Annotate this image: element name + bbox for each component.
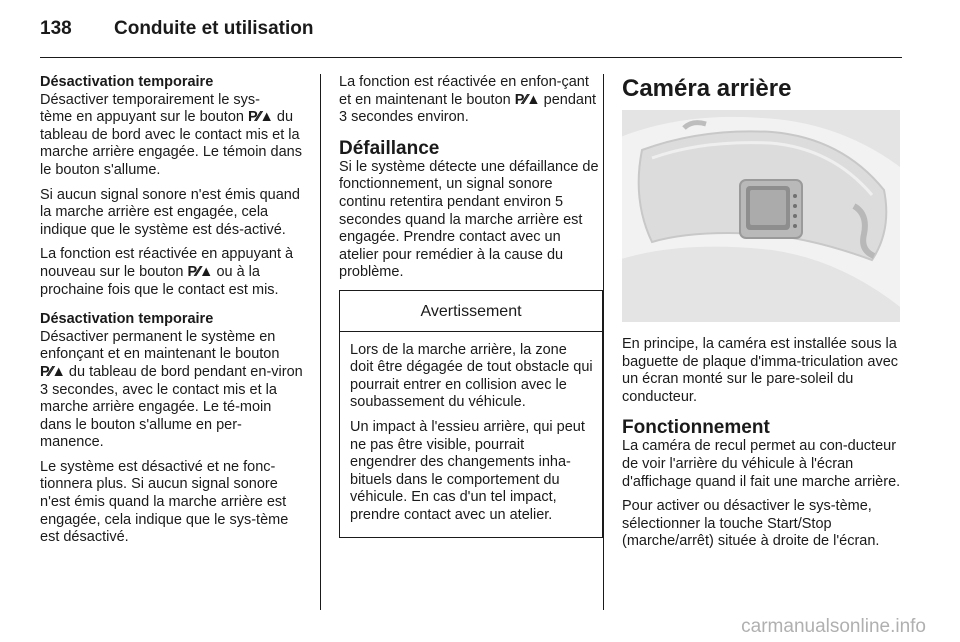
sun-visor-display-illustration <box>622 110 900 322</box>
paragraph: Si le système détecte une défaillance de fonctionnement, un signal sonore continu retentira pendant environ 5 secondes quand la marche arrière est engagée. Prendre contact avec un atelier pour remédier à la cause du problème. <box>339 158 599 281</box>
paragraph: En principe, la caméra est installée sous la baguette de plaque d'imma-triculation avec un écran monté sur le pare-soleil du conducteur. <box>622 336 899 405</box>
paragraph: Le système est désactivé et ne fonc-tionnera plus. Si aucun signal sonore n'est émis quand la marche arrière est engagée, cela indique que le sys-tème est désactivé. <box>40 458 289 546</box>
subheading-permanent-deactivation: Désactivation temporaire <box>40 311 214 328</box>
subheading-temporary-deactivation: Désactivation temporaire <box>40 74 214 90</box>
column-divider <box>603 74 604 610</box>
parking-assist-button-icon: P⁄⁄▲ <box>514 91 540 108</box>
paragraph: Si aucun signal sonore n'est émis quand la marche arrière est engagée, cela indique que le système est dés-activé. <box>40 186 300 238</box>
heading-operation: Fonctionnement <box>622 417 770 439</box>
paragraph: La caméra de recul permet au con-ducteur de voir l'arrière du véhicule à l'écran d'affichage quand il fait une marche arrière. <box>622 438 901 490</box>
page-title: Conduite et utilisation <box>114 18 314 39</box>
page-number: 138 <box>40 18 72 39</box>
column-2 <box>339 74 603 538</box>
warning-box <box>339 290 603 539</box>
paragraph: La fonction est réactivée en appuyant à nouveau sur le bouton P⁄⁄▲ ou à la prochaine fois que le contact est mis. <box>40 246 294 298</box>
paragraph: Désactiver permanent le système en enfonçant et en maintenant le bouton P⁄⁄▲ du tableau de bord pendant en-viron 3 secondes, avec le contact mis et la marche arrière engagée. Le té-moin dans le bouton s'allume en per-manence. <box>40 328 303 451</box>
column-1 <box>40 74 304 554</box>
header-rule <box>40 57 902 58</box>
page-header <box>40 18 314 40</box>
paragraph: La fonction est réactivée en enfon-çant et en maintenant le bouton P⁄⁄▲ pendant 3 secondes environ. <box>339 74 597 126</box>
paragraph: Pour activer ou désactiver le sys-tème, sélectionner la touche Start/Stop (marche/arrêt) située à droite de l'écran. <box>622 498 880 550</box>
column-divider <box>320 74 321 610</box>
parking-assist-button-icon: P⁄⁄▲ <box>247 109 273 126</box>
warning-title: Avertissement <box>340 291 602 332</box>
column-3 <box>622 74 902 558</box>
parking-assist-button-icon: P⁄⁄▲ <box>40 363 65 380</box>
warning-body <box>340 332 602 538</box>
warning-paragraph: Un impact à l'essieu arrière, qui peut ne pas être visible, pourrait engendrer des changements inha-bituels dans le comportement du véhicule. En cas d'un tel impact, prendre contact avec un atelier. <box>350 418 585 523</box>
heading-failure: Défaillance <box>339 137 440 159</box>
parking-assist-button-icon: P⁄⁄▲ <box>187 263 213 280</box>
watermark: carmanualsonline.info <box>741 616 926 637</box>
paragraph: Désactiver temporairement le sys- tème en appuyant sur le bouton P⁄⁄▲ du tableau de bord avec le contact mis et la marche arrière engagée. Le témoin dans le bouton s'allume. <box>40 91 302 178</box>
warning-paragraph: Lors de la marche arrière, la zone doit être dégagée de tout obstacle qui pourrait entrer en collision avec le soubassement du véhicule. <box>350 341 593 411</box>
section-title: Caméra arrière <box>622 75 792 102</box>
